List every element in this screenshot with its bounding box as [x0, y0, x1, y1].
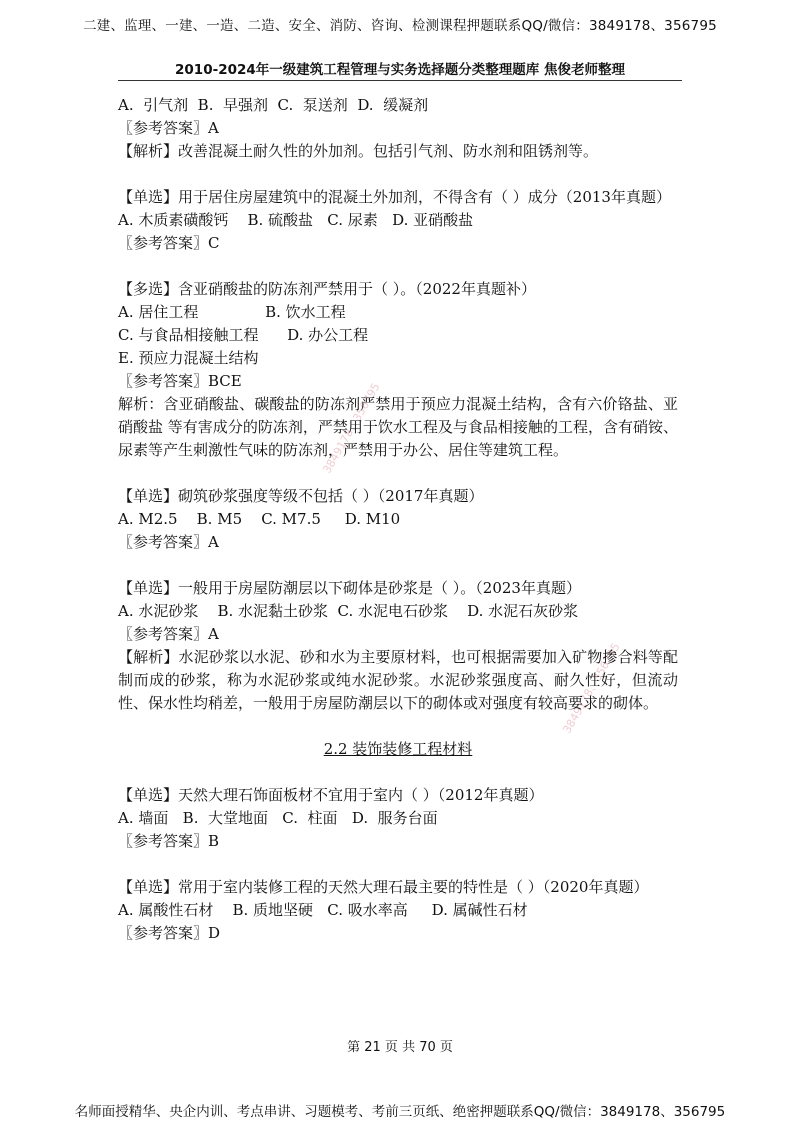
watermark: 3849178、356795	[320, 380, 383, 476]
option-line: A. 墙面 B. 大堂地面 C. 柱面 D. 服务台面	[118, 809, 438, 827]
answer-line: 〖参考答案〗A	[118, 625, 219, 643]
option-line: A. 居住工程 B. 饮水工程	[118, 303, 346, 321]
question-line: 【单选】用于居住房屋建筑中的混凝土外加剂，不得含有（ ）成分（2013年真题）	[118, 188, 671, 206]
watermark: 3849178、356795	[560, 640, 623, 736]
question-line: 【单选】一般用于房屋防潮层以下砌体是砂浆是（ ）。（2023年真题）	[118, 579, 581, 597]
option-line: E. 预应力混凝土结构	[118, 349, 259, 367]
answer-line: 〖参考答案〗A	[118, 119, 219, 137]
option-line: C. 与食品相接触工程 D. 办公工程	[118, 326, 369, 344]
option-line: A. 引气剂 B. 早强剂 C. 泵送剂 D. 缓凝剂	[118, 96, 429, 114]
option-line: A. 属酸性石材 B. 质地坚硬 C. 吸水率高 D. 属碱性石材	[118, 901, 528, 919]
question-line: 【多选】含亚硝酸盐的防冻剂严禁用于（ ）。（2022年真题补）	[118, 280, 536, 298]
analysis-line: 【解析】改善混凝土耐久性的外加剂。包括引气剂、防水剂和阻锈剂等。	[118, 142, 599, 160]
answer-line: 〖参考答案〗BCE	[118, 372, 242, 390]
bottom-banner: 名师面授精华、央企内训、考点串讲、习题模考、考前三页纸、绝密押题联系QQ/微信：3849178、356795	[74, 1104, 726, 1120]
document-body	[118, 94, 678, 945]
analysis-line: 【解析】水泥砂浆以水泥、砂和水为主要原材料，也可根据需要加入矿物掺合料等配制而成的砂浆，称为水泥砂浆或纯水泥砂浆。水泥砂浆强度高、耐久性好，但流动性、保水性均稍差，一般用于房屋防潮层以下的砌体或对强度有较高要求的砌体。	[118, 648, 678, 712]
question-line: 【单选】砌筑砂浆强度等级不包括（ ）（2017年真题）	[118, 487, 484, 505]
analysis-line: 解析：含亚硝酸盐、碳酸盐的防冻剂严禁用于预应力混凝土结构，含有六价铬盐、亚硝酸盐 等有害成分的防冻剂，严禁用于饮水工程及与食品相接触的工程，含有硝铵、尿素等产生刺激性气味的防冻剂，严禁用于办公、居住等建筑工程。	[118, 395, 678, 459]
header-title: 2010-2024年一级建筑工程管理与实务选择题分类整理题库 焦俊老师整理	[175, 62, 625, 78]
question-line: 【单选】常用于室内装修工程的天然大理石最主要的特性是（ ）（2020年真题）	[118, 878, 649, 896]
answer-line: 〖参考答案〗C	[118, 234, 220, 252]
top-banner: 二建、监理、一建、一造、二造、安全、消防、咨询、检测课程押题联系QQ/微信：3849178、356795	[83, 18, 717, 34]
answer-line: 〖参考答案〗D	[118, 924, 221, 942]
option-line: A. M2.5 B. M5 C. M7.5 D. M10	[118, 510, 401, 528]
option-line: A. 水泥砂浆 B. 水泥黏土砂浆 C. 水泥电石砂浆 D. 水泥石灰砂浆	[118, 602, 579, 620]
question-line: 【单选】天然大理石饰面板材不宜用于室内（ ）（2012年真题）	[118, 786, 544, 804]
section-heading: 2.2 装饰装修工程材料	[323, 740, 473, 758]
answer-line: 〖参考答案〗B	[118, 832, 220, 850]
header-rule	[118, 80, 682, 81]
option-line: A. 木质素磺酸钙 B. 硫酸盐 C. 尿素 D. 亚硝酸盐	[118, 211, 474, 229]
page-number: 第 21 页 共 70 页	[347, 1040, 453, 1055]
answer-line: 〖参考答案〗A	[118, 533, 219, 551]
